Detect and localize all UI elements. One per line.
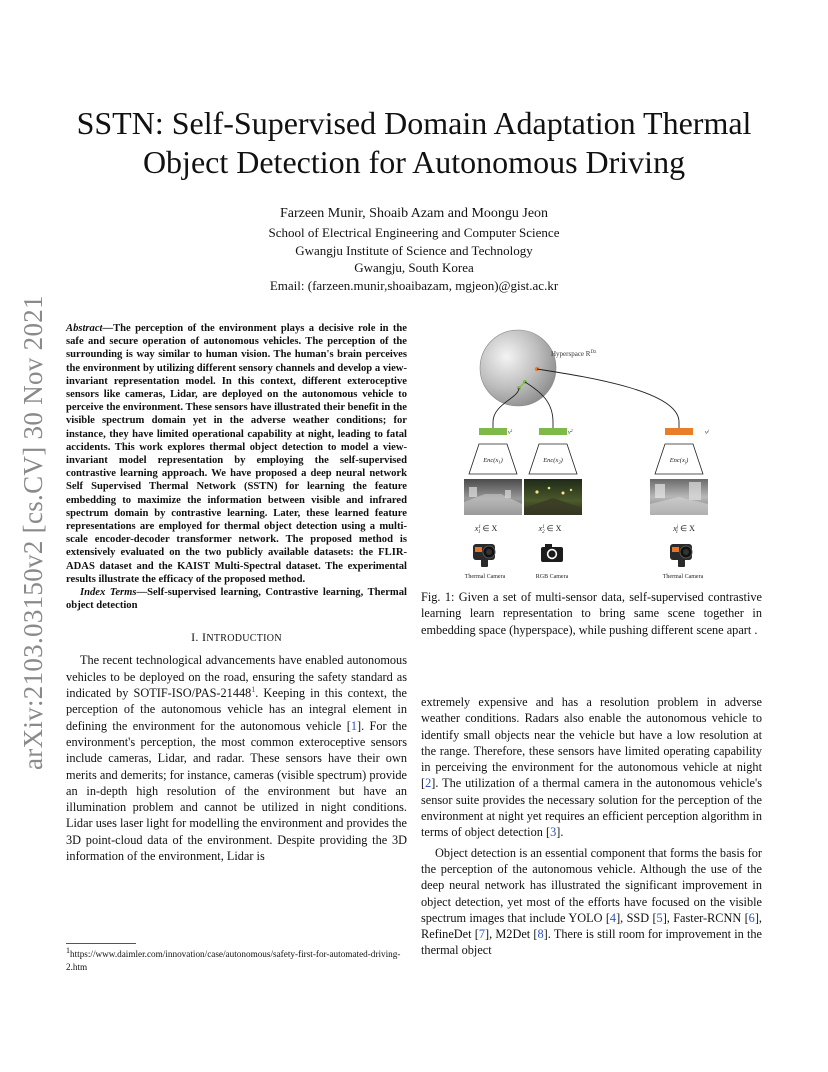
citation-link[interactable]: 6 bbox=[748, 910, 755, 925]
embedding-bar-3 bbox=[665, 428, 693, 435]
arxiv-identifier: arXiv:2103.03150v2 [cs.CV] 30 Nov 2021 bbox=[18, 295, 48, 770]
thermal-camera-icon-2 bbox=[670, 544, 692, 567]
intro-paragraph-1: The recent technological advancements have enabled autonomous vehicles to be deployed on the road, ensuring the safety standard as indicated by SOTIF-ISO/PAS-21448$^1$. Keeping in this context, the perception of the autonomous vehicle has an integral element in defining the environment for the autonomous vehicle [1]. For the environment's perception, the most common exteroceptive sensors include cameras, Lidar, and radar. These sensors have their own merits and demerits; for instance, cameras (visible spectrum) provide an in-depth high resolution of the environment but have an illumination problem and cannot be utilized in night conditions. Lidar uses laser light for modelling the environment and provides the 3D point-cloud data of the environment. Despite providing the 3D information of the environment, Lidar is bbox=[66, 653, 407, 864]
author-city: Gwangju, South Korea bbox=[354, 260, 474, 275]
hyperspace-sphere bbox=[480, 330, 556, 406]
figure-1-diagram bbox=[445, 322, 745, 584]
footnote-rule bbox=[66, 943, 136, 944]
encoder-1-label: $Enc(x_1)$ bbox=[483, 457, 503, 465]
title-line-1: SSTN: Self-Supervised Domain Adaptation Thermal bbox=[76, 105, 752, 141]
introduction-text bbox=[66, 652, 407, 864]
figure-1 bbox=[445, 322, 745, 584]
author-block bbox=[160, 204, 668, 294]
index-terms bbox=[66, 586, 407, 612]
author-institution: Gwangju Institute of Science and Technology bbox=[295, 242, 533, 258]
thermal-image-2 bbox=[650, 479, 708, 515]
right-column bbox=[421, 694, 762, 959]
citation-link[interactable]: 7 bbox=[478, 927, 485, 942]
author-department: School of Electrical Engineering and Computer Science bbox=[268, 225, 560, 240]
index-terms-label: Index Terms bbox=[80, 587, 137, 599]
abstract-label: Abstract bbox=[66, 323, 103, 334]
right-column-text bbox=[421, 694, 762, 959]
citation-link[interactable]: 1 bbox=[350, 718, 357, 733]
author-names: Farzeen Munir, Shoaib Azam and Moongu Jeon bbox=[279, 206, 549, 221]
left-column bbox=[66, 322, 407, 864]
embedding-label-1: $v^1$ bbox=[508, 428, 513, 436]
embedding-label-2: $v^2$ bbox=[568, 428, 573, 436]
footnote-marker[interactable]: 1 bbox=[251, 684, 256, 694]
abstract bbox=[66, 322, 407, 586]
right-paragraph-2: Object detection is an essential component that forms the basis for the perception of the autonomous vehicle. Although the use of the deep neural network has illustrated the significant improvement in object detection, yet most of the efforts have focused on the visible spectrum images that include YOLO [4], SSD [5], Faster-RCNN [6], RefineDet [7], M2Det [8]. There is still room for improvement in the thermal object bbox=[421, 845, 763, 958]
camera-label-2: RGB Camera bbox=[535, 574, 569, 580]
citation-link[interactable]: 8 bbox=[537, 927, 544, 942]
citation-link[interactable]: 5 bbox=[656, 910, 663, 925]
author-email: Email: (farzeen.munir,shoaibazam, mgjeon)@gist.ac.kr bbox=[269, 277, 559, 293]
embedding-label-3: $v^j$ bbox=[705, 428, 709, 436]
footnote-url[interactable]: https://www.daimler.com/innovation/case/autonomous/safety-first-for-automated-driving-2.htm bbox=[66, 949, 401, 972]
right-paragraph-1: extremely expensive and has a resolution problem in adverse weather conditions. Radars also enable the autonomous vehicle to identify small objects near the vehicle but have a low resolution at the range. Therefore, these sensors have limited operating capability in perceiving the environment for the autonomous vehicle at night [2]. The utilization of a thermal camera in the autonomous vehicle's sensor suite provides the necessary solution for the perception of the environment at night yet requires an efficient perception algorithm in terms of object detection [3]. bbox=[421, 695, 762, 840]
embedding-bar-2 bbox=[539, 428, 567, 435]
thermal-camera-icon bbox=[473, 544, 495, 567]
encoder-3-label: $Enc(x_j)$ bbox=[669, 457, 689, 465]
rgb-camera-icon bbox=[541, 544, 563, 562]
abstract-text: —The perception of the environment plays a decisive role in the safe and secure operation of autonomous vehicles. The perception of the surrounding is way similar to human vision. The human's brain perceives the environment by utilizing different sensory channels and develop a view-invariant representation model. In this context, different exteroceptive sensors like cameras, Lidar, are deployed on the autonomous vehicle to perceive the environment. These sensors have illustrated their benefit in the visible spectrum domain yet in the adverse weather conditions; for instance, they have limited operational capability at night, leading to fatal accidents. This work explores thermal object detection to model a view-invariant model representation by employing the self-supervised contrastive learning approach. We have proposed a deep neural network Self Supervised Thermal Network (SSTN) for learning the feature embedding to maximize the information between visible and infrared spectrum domain by contrastive learning. Later, these learned feature representations are employed for thermal object detection using a multi-scale encoder-decoder transformer network. The proposed method is extensively evaluated on the two publicly available datasets: the FLIR-ADAS dataset and the KAIST Multi-Spectral dataset. The experimental results illustrate the efficacy of the proposed method. bbox=[66, 323, 407, 585]
hyperspace-label: Hyperspace $R^{Dz}$ bbox=[551, 350, 597, 358]
sample-label-2: $x^1$ 2 ∈ X bbox=[538, 524, 562, 535]
camera-label-1: Thermal Camera bbox=[464, 574, 506, 580]
citation-link[interactable]: 2 bbox=[425, 776, 432, 791]
title-line-2: Object Detection for Autonomous Driving bbox=[142, 144, 686, 180]
sample-label-3: $x^j$ 1 ∈ X bbox=[673, 524, 695, 535]
embedding-bar-1 bbox=[479, 428, 507, 435]
thermal-image-1 bbox=[464, 479, 522, 515]
camera-label-3: Thermal Camera bbox=[662, 574, 704, 580]
paper-title bbox=[40, 104, 788, 182]
index-terms-text: —Self-supervised learning, Contrastive learning, Thermal object detection bbox=[66, 587, 407, 612]
citation-link[interactable]: 4 bbox=[609, 910, 617, 925]
encoder-2-label: $Enc(x_2)$ bbox=[543, 457, 563, 465]
figure-1-caption: Fig. 1: Given a set of multi-sensor data, self-supervised contrastive learning learn representation to bring same scene together in embedding space (hyperspace), while pushing different scene apart . bbox=[421, 590, 762, 637]
footnote: $^1$https://www.daimler.com/innovation/case/autonomous/safety-first-for-automated-driving-2.htm bbox=[66, 945, 401, 972]
section-heading-introduction: I. INTRODUCTION bbox=[191, 630, 282, 645]
citation-link[interactable]: 3 bbox=[550, 825, 557, 840]
rgb-image bbox=[524, 479, 582, 515]
connector-3 bbox=[537, 369, 679, 428]
sample-label-1: $x^1$ 1 ∈ X bbox=[474, 524, 498, 535]
